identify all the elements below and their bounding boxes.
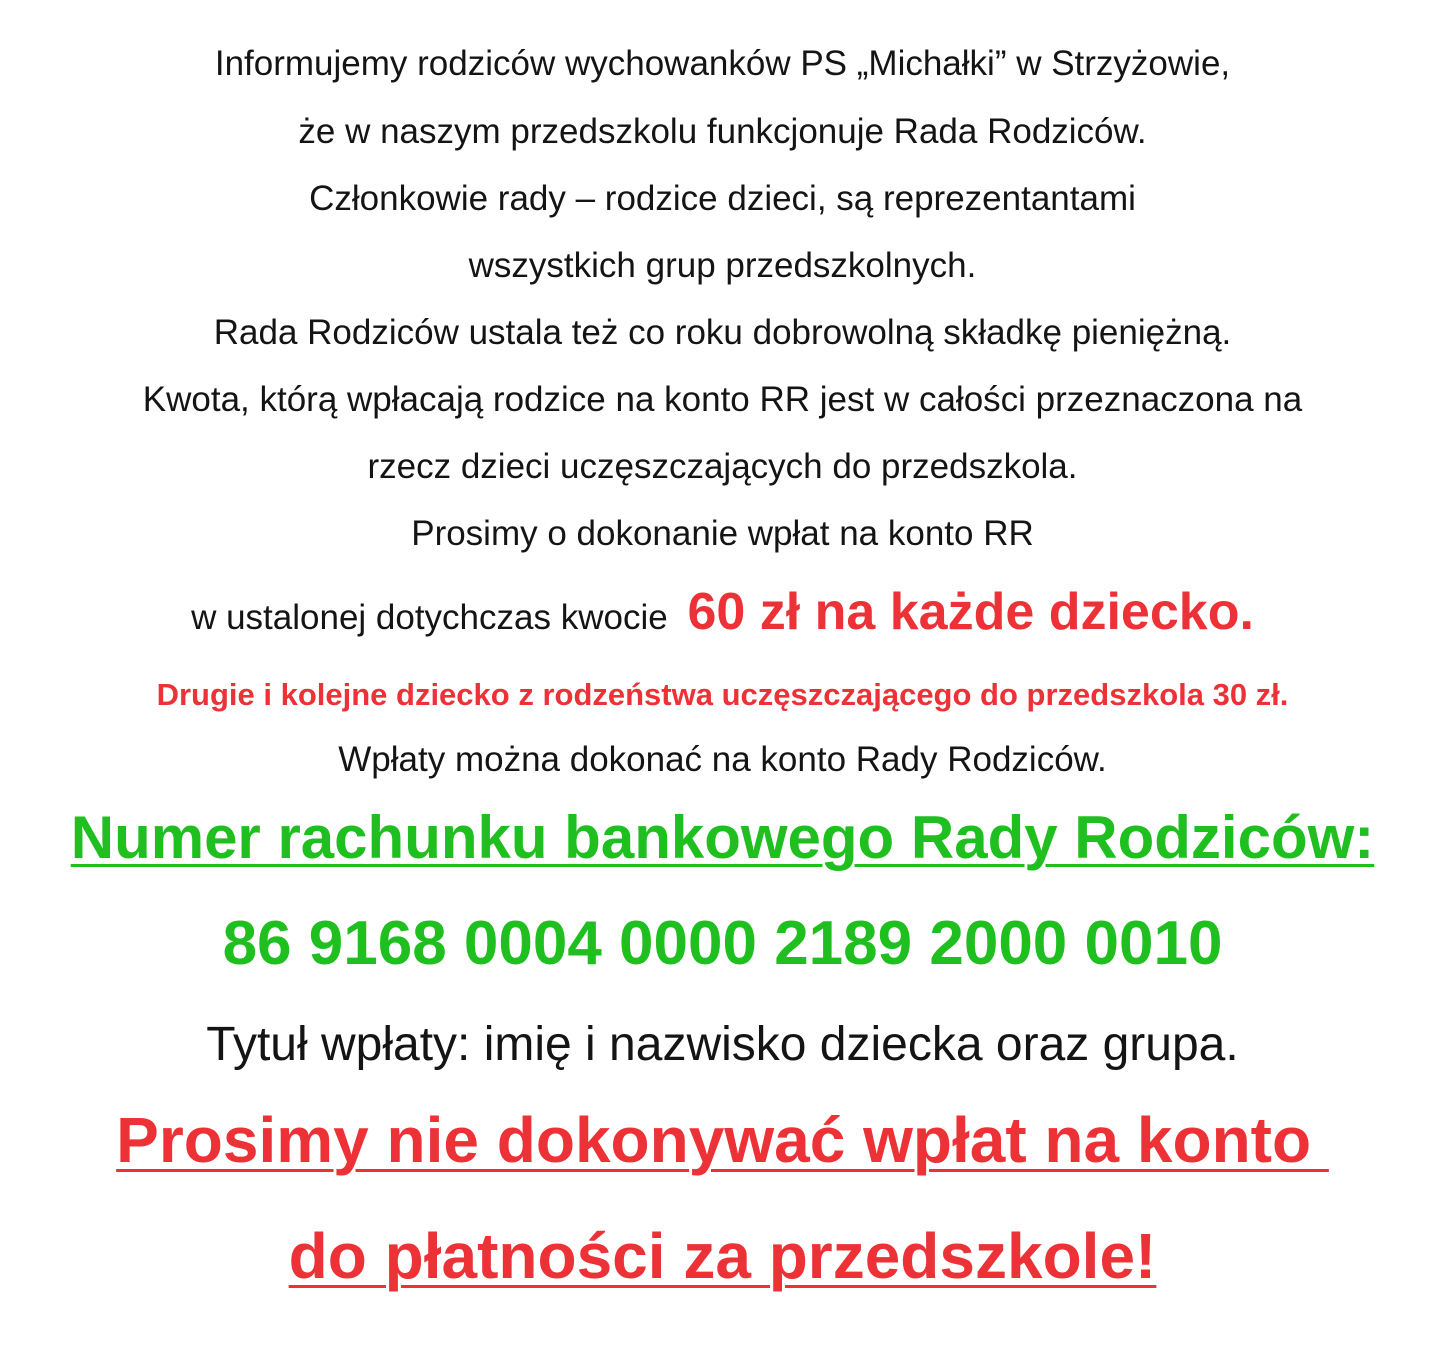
notice-line-7: rzecz dzieci uczęszczających do przedszkola. (367, 447, 1078, 486)
amount-prefix: w ustalonej dotychczas kwocie (191, 598, 668, 637)
payment-info: Wpłaty można dokonać na konto Rady Rodziców. (338, 740, 1107, 779)
notice-line-3: Członkowie rady – rodzice dzieci, są reprezentantami (309, 179, 1136, 218)
notice-line-6: Kwota, którą wpłacają rodzice na konto RR jest w całości przeznaczona na (142, 380, 1303, 419)
account-heading: Numer rachunku bankowego Rady Rodziców: (70, 804, 1375, 871)
notice-line-2: że w naszym przedszkolu funkcjonuje Rada Rodziców. (298, 112, 1147, 151)
sibling-note: Drugie i kolejne dziecko z rodzeństwa uczęszczającego do przedszkola 30 zł. (156, 677, 1289, 712)
notice-line-4: wszystkich grup przedszkolnych. (468, 246, 977, 285)
transfer-title: Tytuł wpłaty: imię i nazwisko dziecka oraz grupa. (206, 1018, 1239, 1071)
warning-line-2: do płatności za przedszkole! (288, 1220, 1157, 1292)
warning-line-1: Prosimy nie dokonywać wpłat na konto (116, 1104, 1329, 1176)
amount-line (0, 582, 1445, 648)
notice-line-8: Prosimy o dokonanie wpłat na konto RR (411, 514, 1034, 553)
notice-line-5: Rada Rodziców ustala też co roku dobrowolną składkę pieniężną. (213, 313, 1232, 352)
amount-highlight: 60 zł na każde dziecko. (687, 583, 1254, 641)
notice-line-1: Informujemy rodziców wychowanków PS „Michałki” w Strzyżowie, (214, 44, 1231, 83)
account-number: 86 9168 0004 0000 2189 2000 0010 (222, 909, 1223, 978)
